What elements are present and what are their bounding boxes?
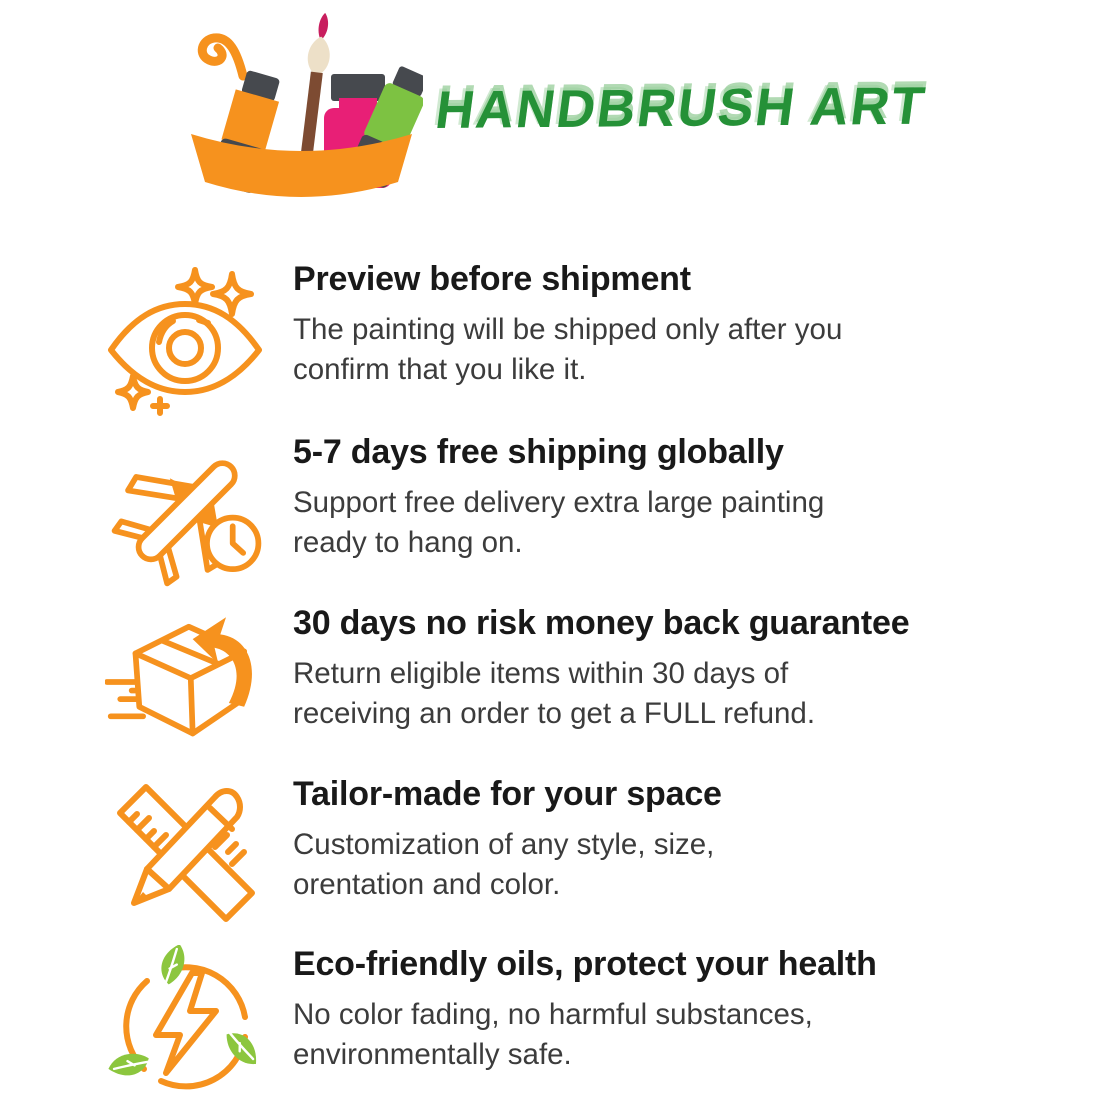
feature-tailor-made — [105, 773, 1065, 906]
feature-body — [293, 483, 1065, 564]
airplane-clock-icon — [105, 433, 267, 589]
feature-body-line: Customization of any style, size, — [293, 827, 715, 861]
feature-body-line: orentation and color. — [293, 868, 561, 902]
feature-title: 30 days no risk money back guarantee — [293, 604, 910, 642]
feature-title: Preview before shipment — [293, 260, 691, 298]
feature-title: Eco-friendly oils, protect your health — [293, 945, 877, 983]
feature-title: Tailor-made for your space — [293, 775, 722, 813]
eco-energy-icon — [105, 945, 267, 1101]
feature-body-line: ready to hang on. — [293, 526, 523, 560]
brand-name: HANDBRUSH ART — [432, 76, 930, 140]
art-supplies-logo-icon — [183, 10, 423, 200]
eye-sparkle-icon — [105, 260, 267, 416]
feature-title: 5-7 days free shipping globally — [293, 433, 784, 471]
feature-preview — [105, 258, 1065, 391]
feature-body-line: The painting will be shipped only after you — [293, 312, 843, 346]
feature-body — [293, 995, 1065, 1076]
feature-eco-friendly — [105, 943, 1065, 1076]
return-box-icon — [105, 604, 267, 760]
feature-body — [293, 310, 1065, 391]
feature-body-line: confirm that you like it. — [293, 353, 587, 387]
feature-money-back — [105, 602, 1065, 735]
feature-shipping — [105, 431, 1065, 564]
feature-body-line: Return eligible items within 30 days of — [293, 656, 789, 690]
ruler-pencil-icon — [105, 775, 267, 931]
feature-body — [293, 825, 1065, 906]
feature-body-line: environmentally safe. — [293, 1038, 572, 1072]
feature-body — [293, 654, 1065, 735]
feature-body-line: Support free delivery extra large painting — [293, 485, 825, 519]
feature-body-line: No color fading, no harmful substances, — [293, 997, 813, 1031]
feature-body-line: receiving an order to get a FULL refund. — [293, 697, 816, 731]
